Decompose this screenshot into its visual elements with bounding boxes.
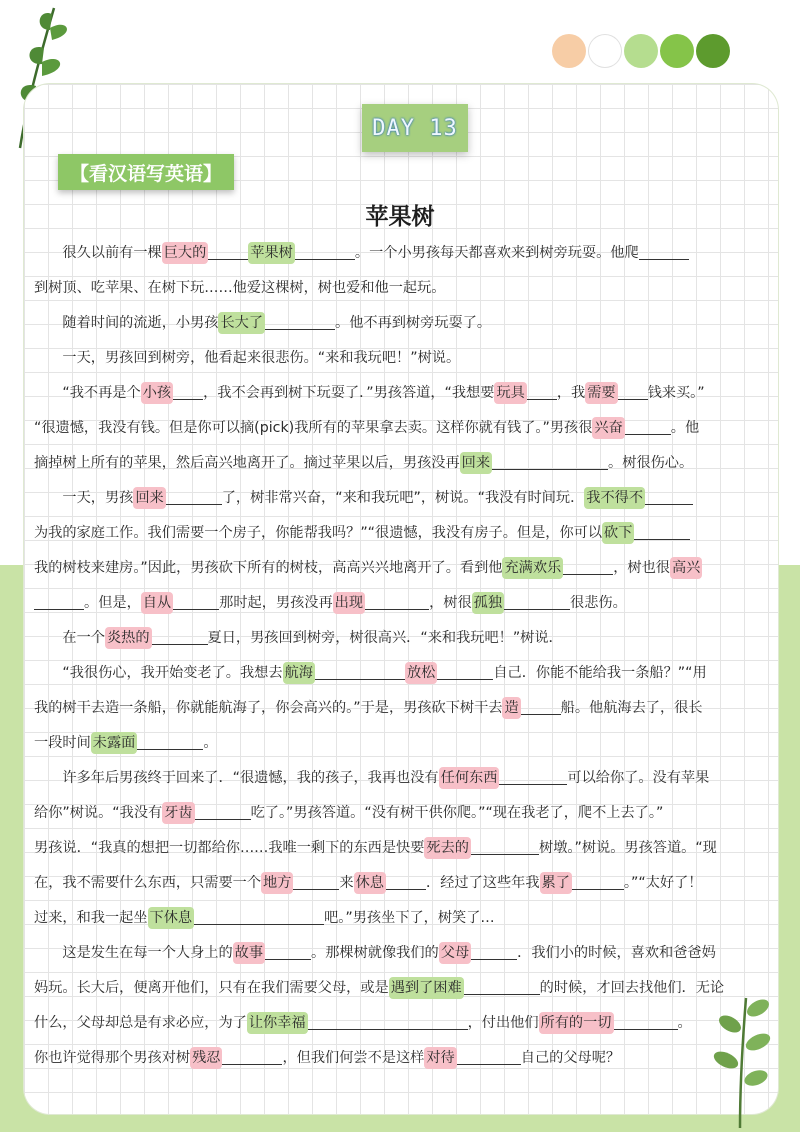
text-segment: 妈玩。长大后，便离开他们，只有在我们需要父母，或是 <box>34 980 389 996</box>
highlighted-phrase: 放松 <box>405 662 437 684</box>
text-segment: 。他 <box>670 420 700 436</box>
story-line <box>34 901 760 936</box>
text-segment: ，付出他们 <box>467 1015 539 1031</box>
text-segment: 那时起，男孩没再 <box>219 595 333 611</box>
text-segment: “很遗憾，我没有钱。但是你可以摘(pick)我所有的苹果拿去卖。这样你就有钱了。”男孩很 <box>34 420 593 436</box>
text-segment: 你也许觉得那个男孩对树 <box>34 1050 191 1066</box>
answer-blank[interactable] <box>265 313 335 330</box>
text-segment: 。 <box>677 1015 692 1031</box>
story-line <box>34 271 760 306</box>
highlighted-phrase: 任何东西 <box>439 767 500 789</box>
story-line <box>34 621 760 656</box>
answer-blank[interactable] <box>195 803 251 820</box>
story-text <box>34 236 760 1076</box>
color-dot <box>696 34 730 68</box>
highlighted-phrase: 出现 <box>333 592 365 614</box>
text-segment: ，但我们何尝不是这样 <box>282 1050 425 1066</box>
story-line <box>34 656 760 691</box>
leaf-sprig-icon <box>696 988 786 1128</box>
answer-blank[interactable] <box>504 593 570 610</box>
answer-blank[interactable] <box>152 628 208 645</box>
highlighted-phrase: 让你幸福 <box>247 1012 308 1034</box>
text-segment: “我很伤心，我开始变老了。我想去 <box>62 665 283 681</box>
text-segment: 什么，父母却总是有求必应，为了 <box>34 1015 247 1031</box>
highlighted-phrase: 遇到了困难 <box>389 977 464 999</box>
text-segment: 许多年后男孩终于回来了．“很遗憾，我的孩子，我再也没有 <box>62 770 439 786</box>
highlighted-phrase: 苹果树 <box>248 242 295 264</box>
text-segment: 了，树非常兴奋，“来和我玩吧”，树说。“我没有时间玩． <box>221 490 585 506</box>
highlighted-phrase: 地方 <box>261 872 293 894</box>
answer-blank[interactable] <box>471 838 539 855</box>
story-line <box>34 411 760 446</box>
story-line <box>34 691 760 726</box>
text-segment: “我不再是个 <box>62 385 141 401</box>
story-line <box>34 866 760 901</box>
answer-blank[interactable] <box>618 383 648 400</box>
text-segment: 船。他航海去了，很长 <box>560 700 703 716</box>
answer-blank[interactable] <box>645 488 693 505</box>
answer-blank[interactable] <box>315 663 405 680</box>
text-segment: 我的树干去造一条船，你就能航海了，你会高兴的。”于是，男孩砍下树干去 <box>34 700 503 716</box>
highlighted-phrase: 长大了 <box>218 312 265 334</box>
answer-blank[interactable] <box>386 873 426 890</box>
story-line <box>34 516 760 551</box>
answer-blank[interactable] <box>521 698 561 715</box>
text-segment: 很久以前有一棵 <box>62 245 162 261</box>
answer-blank[interactable] <box>173 593 219 610</box>
text-segment: ，树很 <box>429 595 472 611</box>
text-segment: 可以给你了。没有苹果 <box>567 770 710 786</box>
text-segment: 。那棵树就像我们的 <box>311 945 439 961</box>
highlighted-phrase: 高兴 <box>670 557 702 579</box>
text-segment: 一天，男孩 <box>62 490 134 506</box>
highlighted-phrase: 砍下 <box>602 522 634 544</box>
story-line <box>34 481 760 516</box>
page-title: 苹果树 <box>365 204 435 230</box>
answer-blank[interactable] <box>572 873 624 890</box>
text-segment: 很悲伤。 <box>570 595 627 611</box>
highlighted-phrase: 回来 <box>460 452 492 474</box>
highlighted-phrase: 牙齿 <box>162 802 194 824</box>
answer-blank[interactable] <box>194 908 324 925</box>
story-line <box>34 761 760 796</box>
text-segment: 摘掉树上所有的苹果，然后高兴地离开了。摘过苹果以后，男孩没再 <box>34 455 460 471</box>
text-segment: 树墩。”树说。男孩答道。“现 <box>539 840 717 856</box>
text-segment: 给你”树说。“我没有 <box>34 805 163 821</box>
text-segment: 自己．你能不能给我一条船？”“用 <box>493 665 707 681</box>
highlighted-phrase: 故事 <box>233 942 265 964</box>
text-segment: ，树也很 <box>613 560 670 576</box>
story-line <box>34 936 760 971</box>
highlighted-phrase: 死去的 <box>424 837 471 859</box>
text-segment: 男孩说．“我真的想把一切都给你……我唯一剩下的东西是快要 <box>34 840 425 856</box>
highlighted-phrase: 航海 <box>283 662 315 684</box>
text-segment: 一段时间 <box>34 735 91 751</box>
text-segment: 。他不再到树旁玩耍了。 <box>335 315 492 331</box>
color-dot <box>552 34 586 68</box>
story-line <box>34 831 760 866</box>
story-line <box>34 726 760 761</box>
color-dots <box>552 34 730 68</box>
highlighted-phrase: 对待 <box>424 1047 456 1069</box>
highlighted-phrase: 小孩 <box>141 382 173 404</box>
story-line <box>34 446 760 481</box>
answer-blank[interactable] <box>471 943 517 960</box>
answer-blank[interactable] <box>34 593 84 610</box>
color-dot <box>588 34 622 68</box>
text-segment: 我的树枝来建房。”因此，男孩砍下所有的树枝，高高兴兴地离开了。看到他 <box>34 560 503 576</box>
text-segment: 钱来买。” <box>647 385 705 401</box>
highlighted-phrase: 我不得不 <box>584 487 645 509</box>
text-segment: 。 <box>203 735 218 751</box>
text-segment: 。一个小男孩每天都喜欢来到树旁玩耍。他爬 <box>354 245 639 261</box>
answer-blank[interactable] <box>137 733 203 750</box>
text-segment: 夏日，男孩回到树旁，树很高兴．“来和我玩吧！”树说． <box>207 630 563 646</box>
story-line <box>34 796 760 831</box>
answer-blank[interactable] <box>634 523 690 540</box>
text-segment: ．我们小的时候，喜欢和爸爸妈 <box>517 945 716 961</box>
highlighted-phrase: 休息 <box>354 872 386 894</box>
answer-blank[interactable] <box>173 383 203 400</box>
answer-blank[interactable] <box>365 593 429 610</box>
text-segment: 这是发生在每一个人身上的 <box>62 945 233 961</box>
text-segment: ，我不会再到树下玩耍了．”男孩答道，“我想要 <box>203 385 495 401</box>
highlighted-phrase: 父母 <box>439 942 471 964</box>
answer-blank[interactable] <box>437 663 493 680</box>
story-line <box>34 306 760 341</box>
answer-blank[interactable] <box>492 453 608 470</box>
answer-blank[interactable] <box>457 1048 521 1065</box>
text-segment: 在，我不需要什么东西，只需要一个 <box>34 875 262 891</box>
story-line <box>34 971 760 1006</box>
answer-blank[interactable] <box>222 1048 282 1065</box>
answer-blank[interactable] <box>308 1013 468 1030</box>
text-segment: 。但是， <box>84 595 141 611</box>
highlighted-phrase: 下休息 <box>148 907 195 929</box>
answer-blank[interactable] <box>293 873 339 890</box>
answer-blank[interactable] <box>527 383 557 400</box>
story-line <box>34 551 760 586</box>
highlighted-phrase: 玩具 <box>494 382 526 404</box>
highlighted-phrase: 造 <box>502 697 520 719</box>
answer-blank[interactable] <box>464 978 540 995</box>
text-segment: 自己的父母呢？ <box>520 1050 621 1066</box>
text-segment: 。树很伤心。 <box>608 455 694 471</box>
story-line <box>34 586 760 621</box>
answer-blank[interactable] <box>265 943 311 960</box>
highlighted-phrase: 回来 <box>133 487 165 509</box>
highlighted-phrase: 自从 <box>141 592 173 614</box>
highlighted-phrase: 巨大的 <box>162 242 209 264</box>
answer-blank[interactable] <box>208 243 248 260</box>
text-segment: 过来，和我一起坐 <box>34 910 148 926</box>
story-line <box>34 1006 760 1041</box>
highlighted-phrase: 炎热的 <box>105 627 152 649</box>
highlighted-phrase: 需要 <box>585 382 617 404</box>
highlighted-phrase: 所有的一切 <box>539 1012 614 1034</box>
text-segment: 为我的家庭工作。我们需要一个房子，你能帮我吗？”“很遗憾，我没有房子。但是，你可以 <box>34 525 603 541</box>
answer-blank[interactable] <box>625 418 671 435</box>
section-tag: 【看汉语写英语】 <box>58 154 234 190</box>
highlighted-phrase: 兴奋 <box>592 417 624 439</box>
color-dot <box>624 34 658 68</box>
text-segment: 在一个 <box>62 630 105 646</box>
answer-blank[interactable] <box>166 488 222 505</box>
text-segment: 到树顶、吃苹果、在树下玩……他爱这棵树，树也爱和他一起玩。 <box>34 280 446 296</box>
answer-blank[interactable] <box>563 558 613 575</box>
story-line <box>34 341 760 376</box>
answer-blank[interactable] <box>639 243 689 260</box>
text-segment: 。”“太好了！ <box>623 875 703 891</box>
text-segment: 吧。”男孩坐下了，树笑了… <box>324 910 495 926</box>
story-line <box>34 236 760 271</box>
color-dot <box>660 34 694 68</box>
highlighted-phrase: 孤独 <box>472 592 504 614</box>
answer-blank[interactable] <box>295 243 355 260</box>
text-segment: 吃了。”男孩答道。“没有树干供你爬。”“现在我老了，爬不上去了。” <box>250 805 664 821</box>
answer-blank[interactable] <box>499 768 567 785</box>
text-segment: ．经过了这些年我 <box>426 875 540 891</box>
text-segment: 随着时间的流逝，小男孩 <box>62 315 219 331</box>
answer-blank[interactable] <box>614 1013 678 1030</box>
story-line <box>34 1041 760 1076</box>
highlighted-phrase: 未露面 <box>91 732 138 754</box>
text-segment: ，我 <box>556 385 586 401</box>
highlighted-phrase: 残忍 <box>190 1047 222 1069</box>
text-segment: 来 <box>339 875 354 891</box>
text-segment: 的时候，才回去找他们．无论 <box>539 980 725 996</box>
text-segment: 一天，男孩回到树旁，他看起来很悲伤。“来和我玩吧！”树说。 <box>62 350 461 366</box>
highlighted-phrase: 充满欢乐 <box>502 557 563 579</box>
highlighted-phrase: 累了 <box>540 872 572 894</box>
day-badge: DAY 13 <box>362 104 468 152</box>
story-line <box>34 376 760 411</box>
